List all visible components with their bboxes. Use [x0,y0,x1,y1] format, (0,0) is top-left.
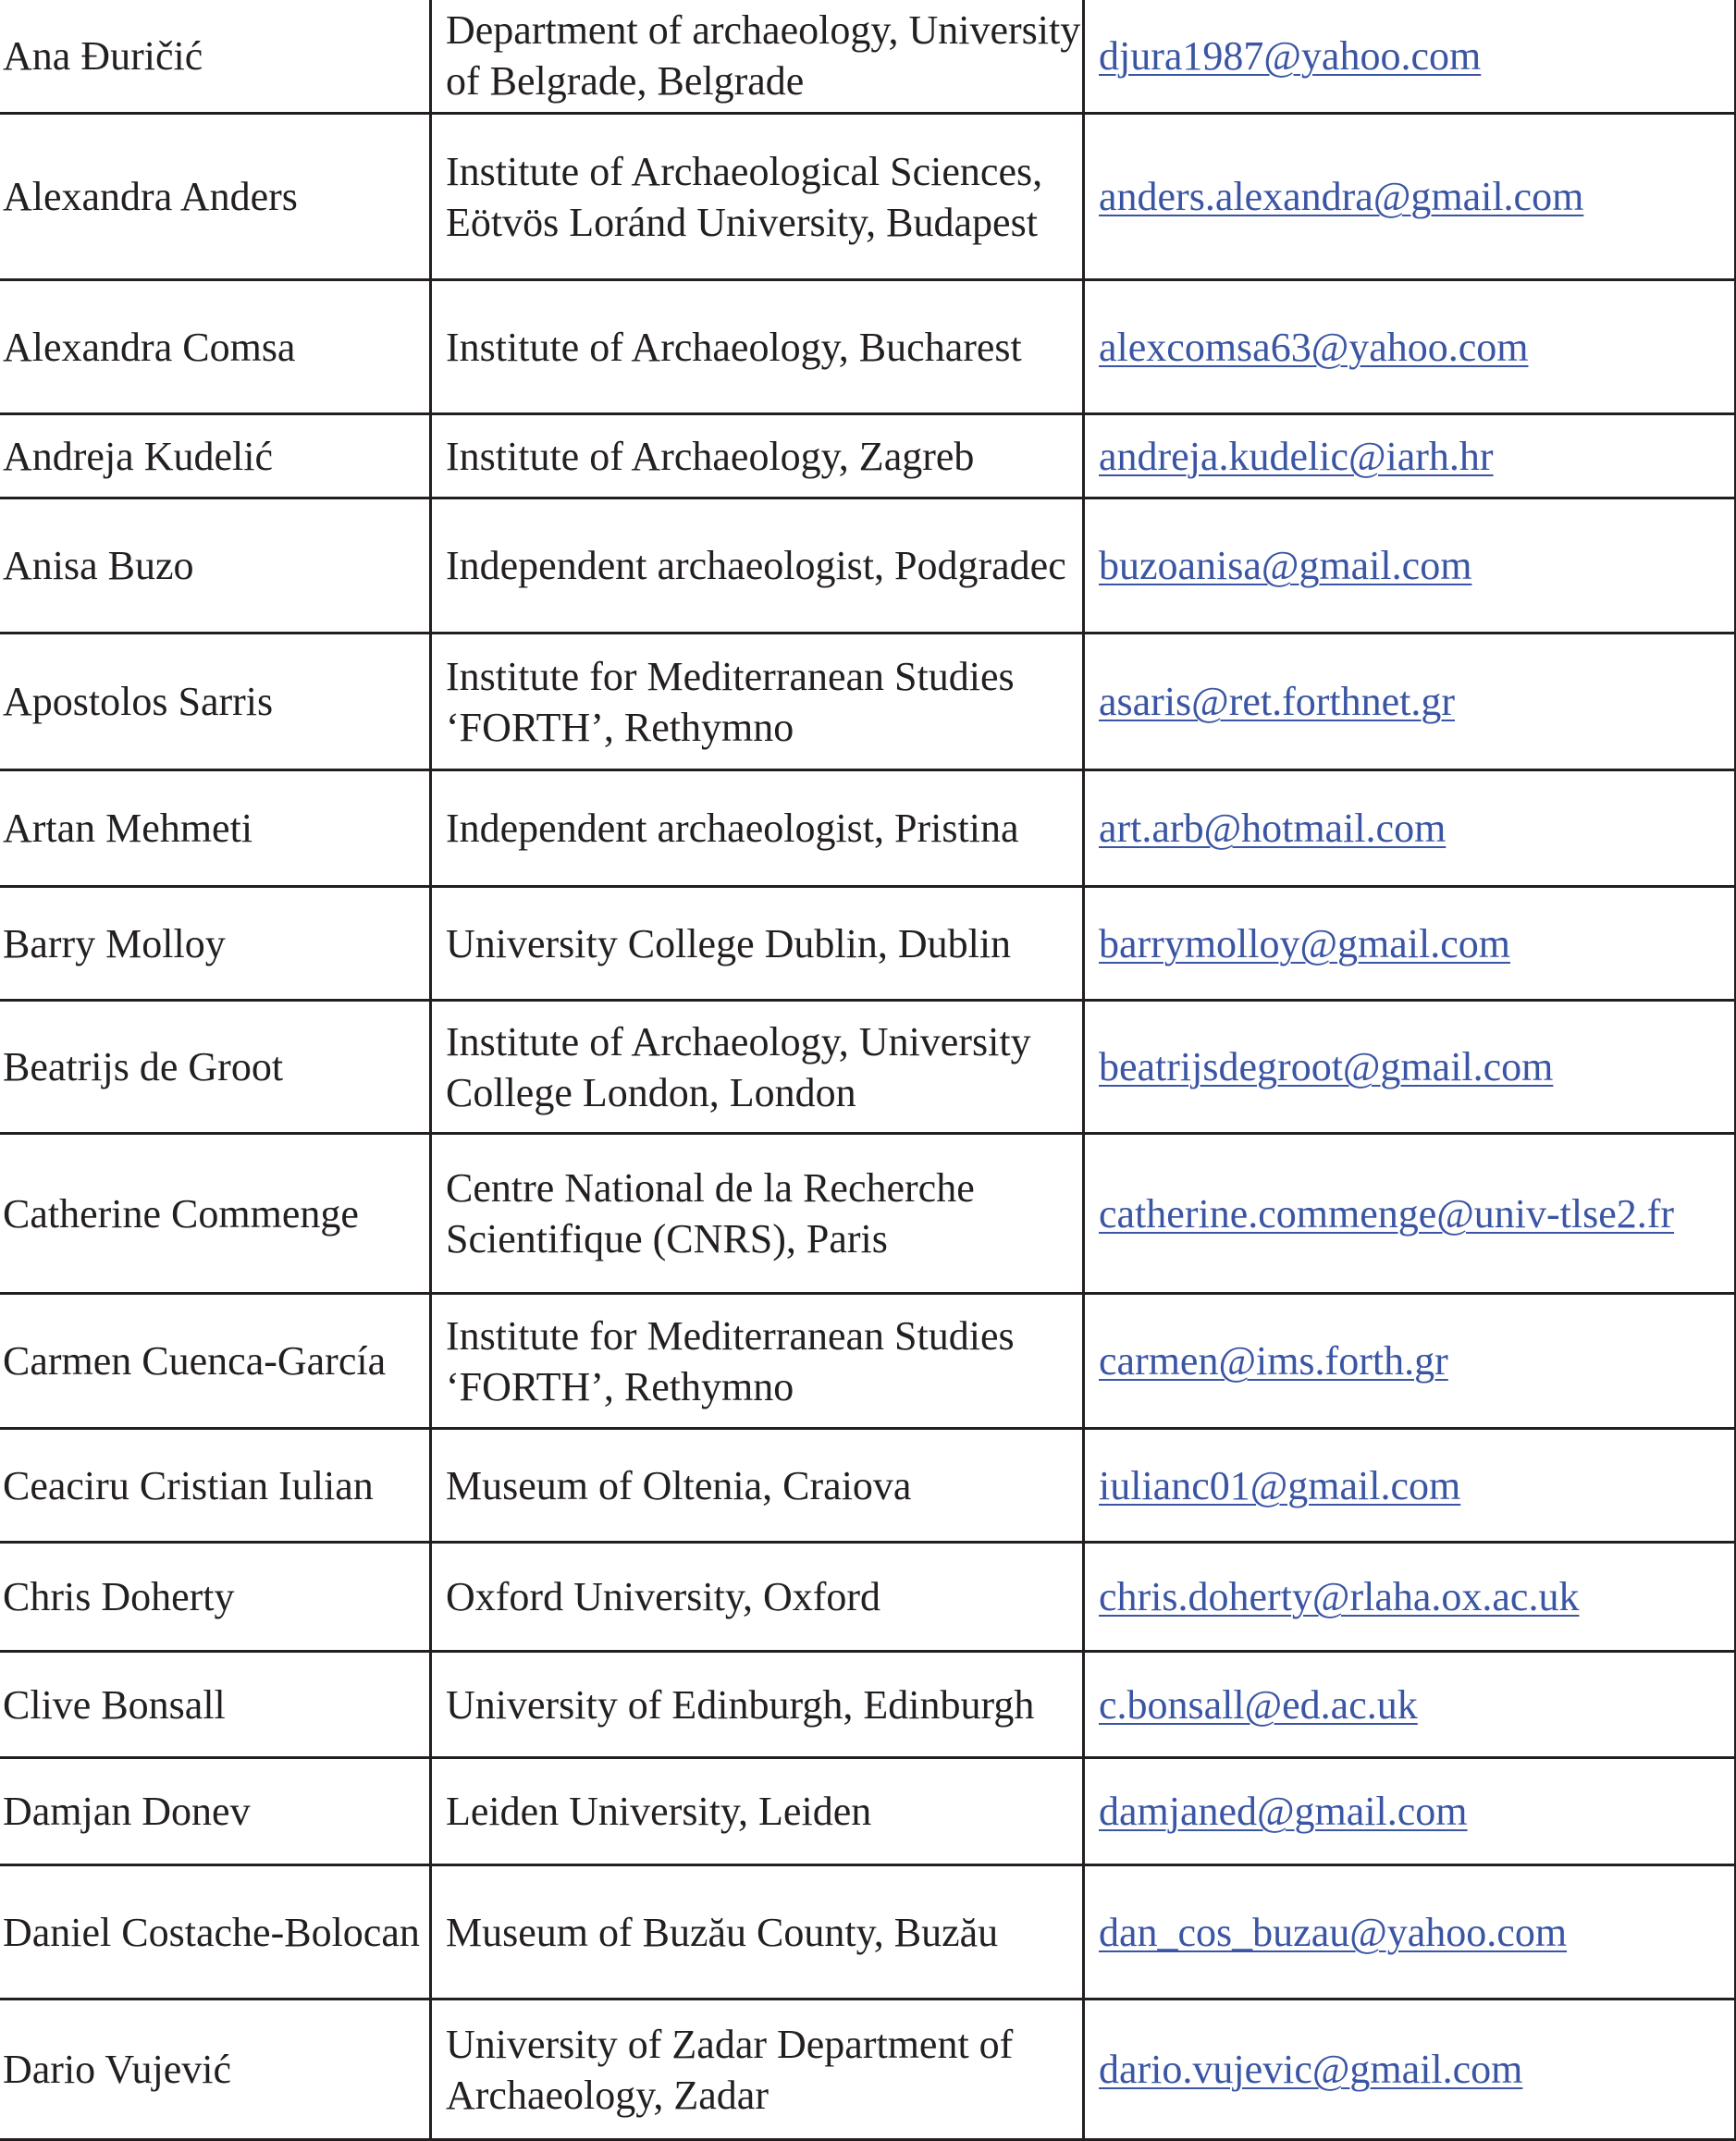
email-link[interactable]: iulianc01@gmail.com [1099,1462,1461,1508]
table-row [0,1001,1736,1134]
table-row [0,498,1736,634]
name-cell: Ceaciru Cristian Iulian [0,1429,431,1543]
email-cell [1084,1999,1736,2140]
table-row [0,1294,1736,1429]
table-row [0,1652,1736,1758]
name-cell: Andreja Kudelić [0,414,431,498]
affiliation-cell: University of Zadar Department of Archaeology, Zadar [431,1999,1084,2140]
table-row [0,770,1736,887]
table-row [0,280,1736,414]
email-link[interactable]: barrymolloy@gmail.com [1099,920,1510,966]
table-row [0,1134,1736,1294]
email-link[interactable]: alexcomsa63@yahoo.com [1099,324,1529,370]
table-row [0,1999,1736,2140]
email-cell [1084,1134,1736,1294]
email-cell [1084,770,1736,887]
table-row [0,114,1736,280]
email-link[interactable]: buzoanisa@gmail.com [1099,543,1472,588]
name-cell: Artan Mehmeti [0,770,431,887]
affiliation-cell: Institute of Archaeological Sciences, Eötvös Loránd University, Budapest [431,114,1084,280]
affiliation-cell: Leiden University, Leiden [431,1758,1084,1865]
name-cell: Alexandra Comsa [0,280,431,414]
affiliation-cell: Oxford University, Oxford [431,1543,1084,1652]
email-cell [1084,1652,1736,1758]
email-link[interactable]: dan_cos_buzau@yahoo.com [1099,1909,1568,1955]
email-link[interactable]: anders.alexandra@gmail.com [1099,174,1584,219]
affiliation-cell: Department of archaeology, University of Belgrade, Belgrade [431,0,1084,114]
email-link[interactable]: beatrijsdegroot@gmail.com [1099,1044,1554,1089]
name-cell: Daniel Costache-Bolocan [0,1865,431,1999]
name-cell: Apostolos Sarris [0,634,431,770]
email-link[interactable]: art.arb@hotmail.com [1099,806,1447,851]
name-cell: Alexandra Anders [0,114,431,280]
name-cell: Barry Molloy [0,887,431,1001]
affiliation-cell: University College Dublin, Dublin [431,887,1084,1001]
email-cell [1084,887,1736,1001]
email-cell [1084,114,1736,280]
name-cell: Damjan Donev [0,1758,431,1865]
email-cell [1084,634,1736,770]
name-cell: Clive Bonsall [0,1652,431,1758]
affiliation-cell: Centre National de la Recherche Scientifique (CNRS), Paris [431,1134,1084,1294]
name-cell: Dario Vujević [0,1999,431,2140]
name-cell: Anisa Buzo [0,498,431,634]
email-link[interactable]: carmen@ims.forth.gr [1099,1338,1448,1384]
email-cell [1084,280,1736,414]
affiliation-cell: Independent archaeologist, Pristina [431,770,1084,887]
email-link[interactable]: c.bonsall@ed.ac.uk [1099,1681,1418,1728]
table-row [0,1429,1736,1543]
affiliation-cell: Institute of Archaeology, Bucharest [431,280,1084,414]
affiliation-cell: Institute of Archaeology, Zagreb [431,414,1084,498]
table-row [0,887,1736,1001]
email-link[interactable]: djura1987@yahoo.com [1099,32,1482,79]
table-row [0,0,1736,114]
email-cell [1084,1543,1736,1652]
email-cell [1084,1865,1736,1999]
affiliation-cell: Museum of Oltenia, Craiova [431,1429,1084,1543]
affiliation-cell: University of Edinburgh, Edinburgh [431,1652,1084,1758]
email-cell [1084,1758,1736,1865]
affiliation-cell: Museum of Buzău County, Buzău [431,1865,1084,1999]
email-link[interactable]: damjaned@gmail.com [1099,1789,1468,1834]
name-cell: Catherine Commenge [0,1134,431,1294]
email-cell [1084,1429,1736,1543]
affiliation-cell: Institute for Mediterranean Studies ‘FORTH’, Rethymno [431,634,1084,770]
email-cell [1084,498,1736,634]
email-link[interactable]: chris.doherty@rlaha.ox.ac.uk [1099,1574,1580,1619]
affiliation-cell: Independent archaeologist, Podgradec [431,498,1084,634]
name-cell: Carmen Cuenca-García [0,1294,431,1429]
email-cell [1084,414,1736,498]
email-link[interactable]: dario.vujevic@gmail.com [1099,2047,1523,2092]
email-link[interactable]: catherine.commenge@univ-tlse2.fr [1099,1190,1675,1237]
name-cell: Beatrijs de Groot [0,1001,431,1134]
email-cell [1084,0,1736,114]
email-cell [1084,1001,1736,1134]
name-cell: Chris Doherty [0,1543,431,1652]
table-row [0,1758,1736,1865]
table-row [0,634,1736,770]
email-link[interactable]: andreja.kudelic@iarh.hr [1099,433,1494,479]
table-row [0,1543,1736,1652]
table-row [0,1865,1736,1999]
affiliation-cell: Institute for Mediterranean Studies ‘FORTH’, Rethymno [431,1294,1084,1429]
name-cell: Ana Đuričić [0,0,431,114]
affiliation-cell: Institute of Archaeology, University College London, London [431,1001,1084,1134]
email-link[interactable]: asaris@ret.forthnet.gr [1099,679,1456,724]
table-row [0,414,1736,498]
email-cell [1084,1294,1736,1429]
